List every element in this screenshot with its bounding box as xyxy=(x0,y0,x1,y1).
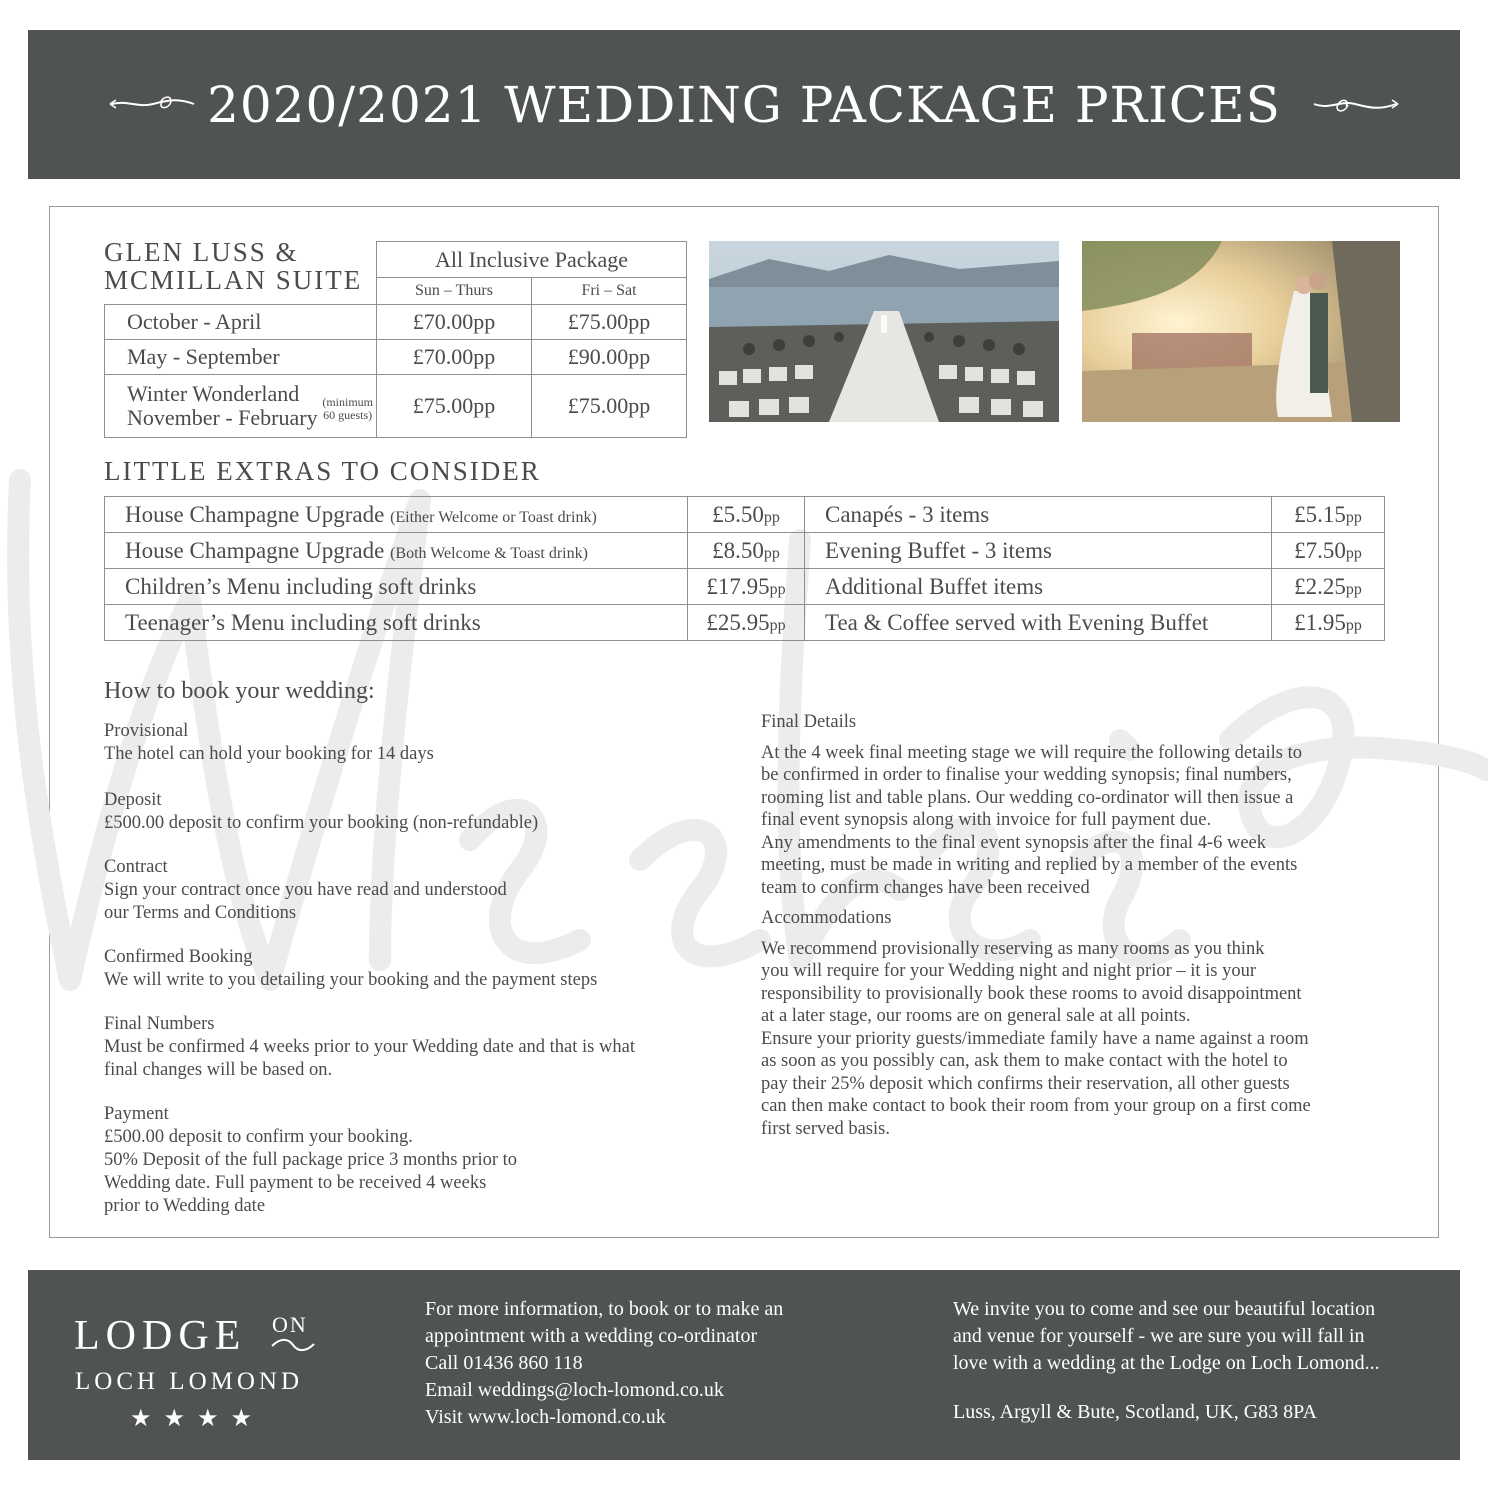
extra-item-name: House Champagne Upgrade xyxy=(125,537,385,563)
table-corner-empty xyxy=(105,278,377,305)
lakeside-ceremony-photo xyxy=(709,241,1059,422)
step-heading: Accommodations xyxy=(761,908,892,928)
package-header: All Inclusive Package xyxy=(377,242,687,278)
booking-step-deposit xyxy=(104,789,714,835)
contact-line: For more information, to book or to make an xyxy=(425,1298,784,1320)
price-cell: £75.00pp xyxy=(532,375,687,438)
table-corner-empty xyxy=(105,242,377,278)
price-cell: £70.00pp xyxy=(377,340,532,375)
extra-item-price xyxy=(1272,605,1385,641)
step-text: Sign your contract once you have read and understood xyxy=(104,880,507,900)
price-value: £17.95 xyxy=(706,573,770,599)
extra-item-note: (Either Welcome or Toast drink) xyxy=(390,508,597,526)
contact-phone: Call 01436 860 118 xyxy=(425,1352,583,1374)
step-text: final event synopsis along with invoice for full payment due. xyxy=(761,810,1212,830)
step-text: first served basis. xyxy=(761,1118,890,1139)
price-cell: £75.00pp xyxy=(532,305,687,340)
price-unit: pp xyxy=(1345,544,1362,562)
footer-band xyxy=(28,1270,1460,1460)
step-text: We will write to you detailing your booking and the payment steps xyxy=(104,970,598,990)
table-row xyxy=(105,569,1385,605)
price-value: £5.15 xyxy=(1294,501,1346,527)
step-text: pay their 25% deposit which confirms their reservation, all other guests xyxy=(761,1073,1290,1094)
step-text: our Terms and Conditions xyxy=(104,903,297,923)
extra-item-label: Tea & Coffee served with Evening Buffet xyxy=(805,605,1272,641)
contact-line: appointment with a wedding co-ordinator xyxy=(425,1325,758,1347)
price-cell: £70.00pp xyxy=(377,305,532,340)
suite-title-line2: MCMILLAN SUITE xyxy=(104,265,363,295)
step-text: Ensure your priority guests/immediate family have a name against a room xyxy=(761,1028,1309,1049)
step-text: team to confirm changes have been received xyxy=(761,877,1090,898)
table-row xyxy=(105,605,1385,641)
table-row xyxy=(105,305,687,340)
season-label-line2: November - February xyxy=(127,405,318,430)
package-price-table xyxy=(104,241,687,438)
season-label xyxy=(105,375,377,438)
extra-item-label xyxy=(105,497,688,533)
extra-item-price xyxy=(688,533,805,569)
booking-steps-left xyxy=(104,720,714,1239)
note-line2: 60 guests) xyxy=(323,408,373,422)
step-text: Any amendments to the final event synopsis after the final 4-6 week xyxy=(761,832,1267,853)
season-label: May - September xyxy=(105,340,377,375)
header-band xyxy=(28,30,1460,179)
season-label-line1: Winter Wonderland xyxy=(127,381,300,406)
extra-item-label: Teenager’s Menu including soft drinks xyxy=(105,605,688,641)
star-rating-icon: ★★★★ xyxy=(130,1404,265,1432)
extra-item-label: Evening Buffet - 3 items xyxy=(805,533,1272,569)
price-value: £2.25 xyxy=(1294,573,1346,599)
price-value: £1.95 xyxy=(1294,609,1346,635)
booking-step-provisional xyxy=(104,720,714,766)
column-header-sun-thurs: Sun – Thurs xyxy=(377,278,532,305)
step-text: £500.00 deposit to confirm your booking. xyxy=(104,1127,413,1147)
page-title: 2020/2021 WEDDING PACKAGE PRICES xyxy=(207,76,1281,134)
logo-lodge-text: LODGE xyxy=(74,1313,247,1359)
booking-step-final-numbers xyxy=(104,1013,714,1082)
step-heading: Contract xyxy=(104,857,168,877)
contact-email: Email weddings@loch-lomond.co.uk xyxy=(425,1379,724,1401)
extras-price-table xyxy=(104,496,1385,641)
lodge-logo xyxy=(74,1312,324,1432)
table-row xyxy=(105,497,1385,533)
extra-item-label xyxy=(105,533,688,569)
price-cell: £75.00pp xyxy=(377,375,532,438)
flourish-right-icon xyxy=(1310,90,1400,118)
logo-wave-icon xyxy=(270,1338,316,1352)
footer-invite xyxy=(953,1296,1443,1426)
price-unit: pp xyxy=(1345,616,1362,634)
extra-item-price xyxy=(688,497,805,533)
step-text: responsibility to provisionally book these rooms to avoid disappointment xyxy=(761,983,1302,1004)
booking-step-accommodations xyxy=(761,907,1381,1140)
logo-on-text: ON xyxy=(272,1312,308,1337)
step-text: The hotel can hold your booking for 14 days xyxy=(104,744,434,764)
suite-title-line1: GLEN LUSS & xyxy=(104,237,299,267)
step-text: Wedding date. Full payment to be received 4 weeks xyxy=(104,1173,487,1193)
price-unit: pp xyxy=(769,580,786,598)
logo-loch-lomond-text: LOCH LOMOND xyxy=(75,1368,304,1395)
step-text: Must be confirmed 4 weeks prior to your Wedding date and that is what xyxy=(104,1037,635,1057)
price-value: £25.95 xyxy=(706,609,770,635)
extra-item-label: Children’s Menu including soft drinks xyxy=(105,569,688,605)
step-text: prior to Wedding date xyxy=(104,1196,266,1216)
contact-website: Visit www.loch-lomond.co.uk xyxy=(425,1406,666,1428)
extra-item-label: Canapés - 3 items xyxy=(805,497,1272,533)
address: Luss, Argyll & Bute, Scotland, UK, G83 8PA xyxy=(953,1401,1317,1423)
step-text: £500.00 deposit to confirm your booking (non-refundable) xyxy=(104,813,539,833)
price-value: £5.50 xyxy=(712,501,764,527)
price-value: £7.50 xyxy=(1294,537,1346,563)
extra-item-price xyxy=(688,605,805,641)
table-row xyxy=(105,340,687,375)
step-heading: Final Numbers xyxy=(104,1014,215,1034)
booking-step-final-details xyxy=(761,711,1381,899)
price-cell: £90.00pp xyxy=(532,340,687,375)
extra-item-price xyxy=(688,569,805,605)
extras-title: LITTLE EXTRAS TO CONSIDER xyxy=(104,456,541,486)
column-header-fri-sat: Fri – Sat xyxy=(532,278,687,305)
invite-line: love with a wedding at the Lodge on Loch Lomond... xyxy=(953,1352,1380,1374)
step-text: be confirmed in order to finalise your wedding synopsis; final numbers, xyxy=(761,765,1292,785)
step-text: 50% Deposit of the full package price 3 months prior to xyxy=(104,1150,518,1170)
step-text: as soon as you possibly can, ask them to make contact with the hotel to xyxy=(761,1051,1288,1071)
step-text: at a later stage, our rooms are on general sale at all points. xyxy=(761,1006,1191,1026)
invite-line: and venue for yourself - we are sure you will fall in xyxy=(953,1325,1365,1347)
couple-lakeside-sunset-photo xyxy=(1082,241,1400,422)
step-text: We recommend provisionally reserving as many rooms as you think xyxy=(761,938,1265,959)
step-heading: Final Details xyxy=(761,712,857,732)
price-unit: pp xyxy=(763,544,780,562)
extra-item-name: House Champagne Upgrade xyxy=(125,501,385,527)
step-heading: Payment xyxy=(104,1104,169,1124)
minimum-guests-note xyxy=(322,396,373,422)
price-unit: pp xyxy=(1345,580,1362,598)
step-text: you will require for your Wedding night and night prior – it is your xyxy=(761,961,1257,981)
footer-contact xyxy=(425,1296,885,1431)
step-heading: Deposit xyxy=(104,790,162,810)
price-unit: pp xyxy=(1345,508,1362,526)
extra-item-label: Additional Buffet items xyxy=(805,569,1272,605)
booking-step-confirmed xyxy=(104,946,714,992)
booking-step-contract xyxy=(104,856,714,925)
extra-item-price xyxy=(1272,569,1385,605)
extra-item-note: (Both Welcome & Toast drink) xyxy=(390,544,588,562)
extra-item-price xyxy=(1272,497,1385,533)
price-unit: pp xyxy=(763,508,780,526)
extra-item-price xyxy=(1272,533,1385,569)
booking-title: How to book your wedding: xyxy=(104,678,375,704)
booking-step-payment xyxy=(104,1103,714,1218)
table-row xyxy=(105,375,687,438)
price-value: £8.50 xyxy=(712,537,764,563)
step-heading: Provisional xyxy=(104,721,189,741)
step-text: At the 4 week final meeting stage we will require the following details to xyxy=(761,742,1302,763)
note-line1: (minimum xyxy=(322,395,373,409)
season-label: October - April xyxy=(105,305,377,340)
step-heading: Confirmed Booking xyxy=(104,947,253,967)
price-unit: pp xyxy=(769,616,786,634)
table-row xyxy=(105,533,1385,569)
step-text: final changes will be based on. xyxy=(104,1060,333,1080)
step-text: can then make contact to book their room from your group on a first come xyxy=(761,1096,1311,1116)
step-text: rooming list and table plans. Our wedding co-ordinator will then issue a xyxy=(761,787,1294,808)
invite-line: We invite you to come and see our beautiful location xyxy=(953,1298,1376,1320)
booking-steps-right xyxy=(761,711,1381,1148)
step-text: meeting, must be made in writing and replied by a member of the events xyxy=(761,855,1298,875)
